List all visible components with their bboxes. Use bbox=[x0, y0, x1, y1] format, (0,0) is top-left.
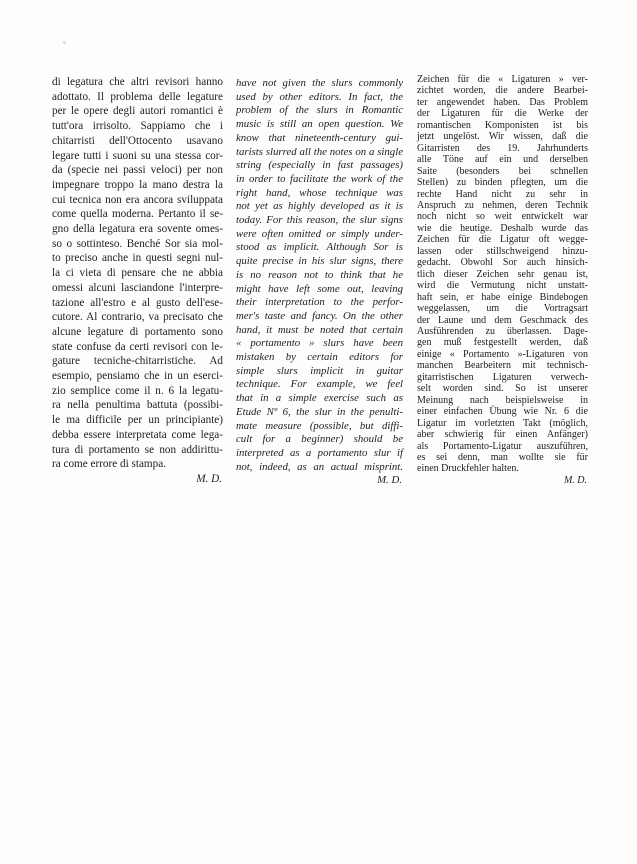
text-line: debba essere interpretata come lega- bbox=[52, 428, 223, 441]
text-line: Meinung nach beispielsweise in bbox=[417, 394, 588, 406]
text-line: tlich dieser Zeichen sehr genau ist, bbox=[417, 268, 588, 280]
text-line: Stellen) zu binden pflegten, um die bbox=[417, 177, 588, 189]
text-line: aber schwierig für einen Anfänger) bbox=[417, 429, 588, 441]
text-line: Gitarristen des 19. Jahrhunderts bbox=[417, 142, 588, 154]
text-line: ra nella penultima battuta (possibi- bbox=[52, 399, 223, 412]
text-line: were often omitted or simply under- bbox=[236, 227, 403, 240]
column-english bbox=[236, 77, 403, 488]
text-line: weggelassen, um die Vortragsart bbox=[417, 303, 588, 315]
text-line: da (specie nei passi veloci) per non bbox=[52, 164, 223, 177]
text-line: Zeichen für die Ligatur oft wegge- bbox=[417, 234, 588, 246]
text-line: tutt'ora irrisolto. Sappiamo che i bbox=[52, 120, 223, 133]
text-line: Ausführenden zu überlassen. Dage- bbox=[417, 325, 588, 337]
text-line: Saite (besonders bei schnellen bbox=[417, 165, 588, 177]
text-line: gen muß festgestellt werden, daß bbox=[417, 337, 588, 349]
text-line: might have left some out, leaving bbox=[236, 282, 403, 295]
text-line: state confuse da certi revisori con le- bbox=[52, 340, 223, 353]
text-line: today. For this reason, the slur signs bbox=[236, 214, 403, 227]
text-line: jetzt ungelöst. Wir wissen, daß die bbox=[417, 131, 588, 143]
text-line: alle Töne auf ein und derselben bbox=[417, 154, 588, 166]
text-line: have not given the slurs commonly bbox=[236, 77, 403, 89]
column-german bbox=[417, 74, 588, 486]
text-line: wird die Vermutung nicht unstatt- bbox=[417, 280, 588, 292]
text-line: so o sottinteso. Benché Sor sia mol- bbox=[52, 237, 223, 250]
text-line: « portamento » slurs have been bbox=[236, 337, 403, 350]
text-line: mate measure (possible, but diffi- bbox=[236, 419, 403, 432]
text-line: gno della legatura era sovente omes- bbox=[52, 223, 223, 236]
text-line: mistaken by certain editors for bbox=[236, 351, 403, 364]
text-line: mer's taste and fancy. On the other bbox=[236, 309, 403, 322]
text-line: der Laune und dem Geschmack des bbox=[417, 314, 588, 326]
column-italian-text bbox=[52, 75, 223, 472]
text-line: einen Druckfehler halten. bbox=[417, 463, 519, 475]
text-line: es sei denn, man wollte sie für bbox=[417, 451, 588, 463]
text-line: rechte Hand nicht zu sehr in bbox=[417, 188, 588, 200]
text-line: le ma difficile per un principiante) bbox=[52, 414, 223, 427]
text-line: stood as implicit. Although Sor is bbox=[236, 241, 403, 254]
signature-english: M. D. bbox=[377, 474, 402, 487]
text-line: in order to facilitate the work of the bbox=[236, 172, 403, 185]
column-german-text bbox=[417, 74, 588, 475]
text-line: lassen oder stillschweigend hinzu- bbox=[417, 245, 588, 257]
text-line: quite precise in his slur signs, there bbox=[236, 255, 403, 268]
text-line: Anspruch zu nehmen, deren Technik bbox=[417, 199, 588, 211]
text-line: simple slurs implicit in guitar bbox=[236, 364, 403, 377]
text-line: not yet as highly developed as it is bbox=[236, 200, 403, 213]
text-line: gedacht. Obwohl Sor auch hinsich- bbox=[417, 257, 588, 269]
signature-italian: M. D. bbox=[196, 472, 222, 485]
text-line: der Ligaturen für die Werke der bbox=[417, 108, 588, 120]
text-line: right hand, whose technique was bbox=[236, 186, 403, 199]
text-line: cutore. Al contrario, va precisato che bbox=[52, 311, 223, 324]
text-line: impegnare troppo la mano destra la bbox=[52, 178, 223, 191]
text-line: used by other editors. In fact, the bbox=[236, 90, 403, 103]
column-english-text bbox=[236, 77, 403, 474]
text-line: la ci vieta di pensare che ne abbia bbox=[52, 267, 223, 280]
text-line: cult for a beginner) should be bbox=[236, 433, 403, 446]
text-line: problem of the slurs in Romantic bbox=[236, 104, 403, 117]
text-line: einer einfachen Übung wie Nr. 6 die bbox=[417, 406, 588, 418]
text-line: gitarristischen Ligaturen verwech- bbox=[417, 371, 588, 383]
text-line: adottato. Il problema delle legature bbox=[52, 90, 223, 103]
text-line: noch nicht so weit entwickelt war bbox=[417, 211, 588, 223]
text-line: zio semplice come il n. 6 la legatu- bbox=[52, 384, 223, 397]
text-line: manchen Bearbeitern mit technisch- bbox=[417, 360, 588, 372]
text-line: di legatura che altri revisori hanno bbox=[52, 76, 223, 88]
text-line: romantischen Komponisten ist bis bbox=[417, 119, 588, 131]
text-line: einige « Portamento »-Ligaturen von bbox=[417, 348, 588, 360]
scan-speckle bbox=[63, 41, 66, 44]
text-line: legare tutti i suoni su una stessa cor- bbox=[52, 149, 223, 162]
text-line: string (especially in fast passages) bbox=[236, 159, 403, 172]
text-line: to preciso anche in questi segni nul- bbox=[52, 252, 223, 265]
text-line: gature tecniche-chitarristiche. Ad bbox=[52, 355, 223, 368]
text-line: Zeichen für die « Ligaturen » ver- bbox=[417, 74, 588, 85]
text-line: hand, it must be noted that certain bbox=[236, 323, 403, 336]
column-italian bbox=[52, 75, 223, 487]
text-line: zichtet worden, die andere Bearbei- bbox=[417, 85, 588, 97]
text-line: tazione all'estro e al gusto dell'ese- bbox=[52, 296, 223, 309]
text-line: cui tecnica non era ancora sviluppata bbox=[52, 193, 223, 206]
text-line: chitarristi dell'Ottocento usavano bbox=[52, 134, 223, 147]
text-line: haft sein, er habe einige Bindebogen bbox=[417, 291, 588, 303]
text-line: interpreted as a portamento slur if bbox=[236, 446, 403, 459]
text-line: ra come errore di stampa. bbox=[52, 458, 166, 471]
text-line: alcune legature di portamento sono bbox=[52, 325, 223, 338]
text-line: know that nineteenth-century gui- bbox=[236, 131, 403, 144]
text-line: esempio, pensiamo che in un eserci- bbox=[52, 370, 223, 383]
signature-german: M. D. bbox=[563, 474, 587, 486]
text-line: come quella moderna. Pertanto il se- bbox=[52, 208, 223, 221]
text-line: that in a simple exercise such as bbox=[236, 392, 403, 405]
text-line: als Portamento-Ligatur auszuführen, bbox=[417, 440, 588, 452]
text-line: is no reason not to think that he bbox=[236, 268, 403, 281]
text-line: selt worden sind. So ist unserer bbox=[417, 383, 588, 395]
text-line: omessi alcuni lasciandone l'interpre- bbox=[52, 281, 223, 294]
text-line: per le opere degli autori romantici è bbox=[52, 105, 223, 118]
text-line: wie die heutige. Deshalb wurde das bbox=[417, 222, 588, 234]
text-line: ter angewendet haben. Das Problem bbox=[417, 96, 588, 108]
text-line: technique. For example, we feel bbox=[236, 378, 403, 391]
text-line: Etude Nº 6, the slur in the penulti- bbox=[236, 405, 403, 418]
text-line: music is still an open question. We bbox=[236, 118, 403, 131]
text-line: their interpretation to the perfor- bbox=[236, 296, 403, 309]
text-line: tarists slurred all the notes on a single bbox=[236, 145, 403, 158]
text-line: Ligatur im vorletzten Takt (möglich, bbox=[417, 417, 588, 429]
text-line: tura di portamento se non addirittu- bbox=[52, 443, 223, 456]
text-line: not, indeed, as an actual misprint. bbox=[236, 460, 403, 473]
